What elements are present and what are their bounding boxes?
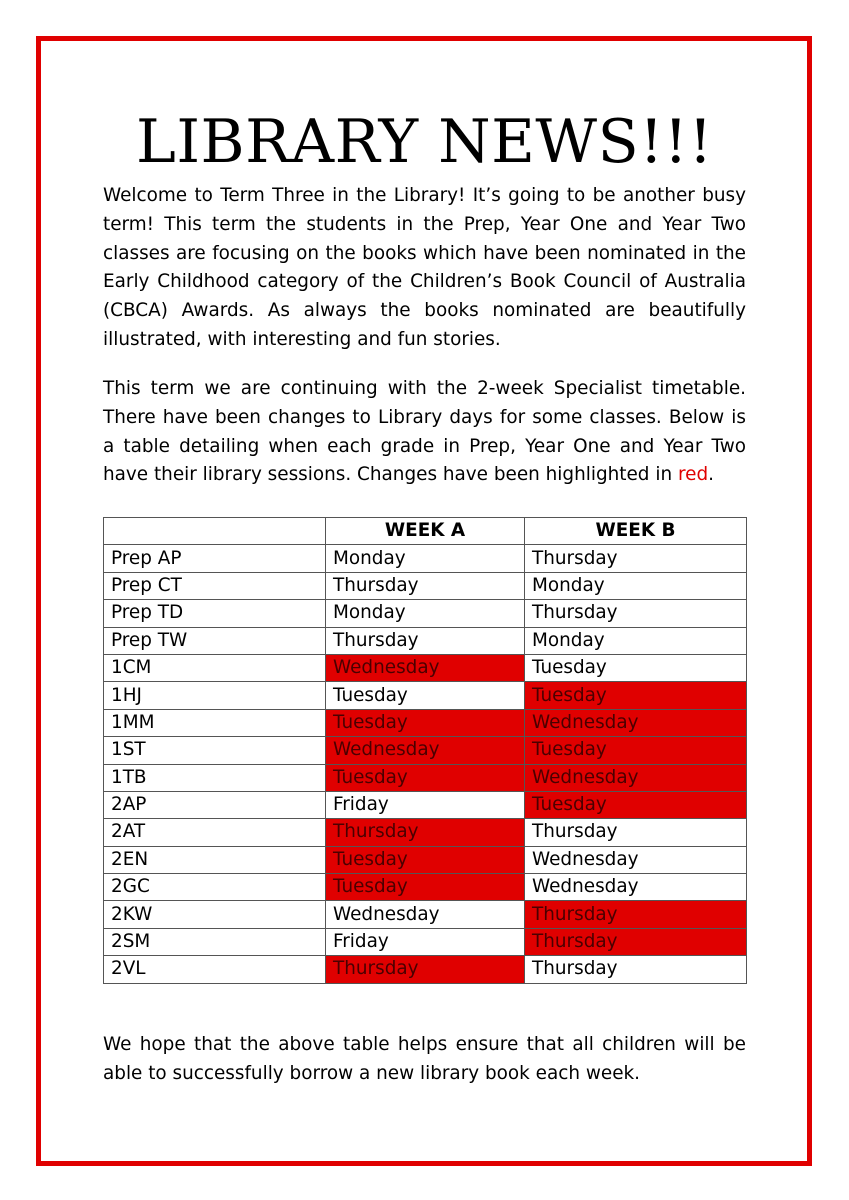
- class-cell: 1ST: [104, 737, 326, 764]
- table-row: [104, 572, 747, 599]
- table-row: [104, 874, 747, 901]
- class-cell: 2EN: [104, 846, 326, 873]
- week-a-cell: Friday: [326, 928, 525, 955]
- week-b-cell: Thursday: [525, 545, 747, 572]
- week-b-cell: Monday: [525, 627, 747, 654]
- week-b-cell: Wednesday: [525, 874, 747, 901]
- class-cell: 2AP: [104, 791, 326, 818]
- timetable-text: This term we are continuing with the 2-week Specialist timetable. There have been changes to Library days for some classes. Below is a table detailing when each grade in Prep, Year One and Year Two have their library sessions. Changes have been highlighted in: [103, 378, 746, 486]
- header-week-b: WEEK B: [525, 518, 747, 545]
- week-a-cell: Wednesday: [326, 901, 525, 928]
- week-b-cell: Wednesday: [525, 709, 747, 736]
- class-cell: Prep AP: [104, 545, 326, 572]
- class-cell: 1TB: [104, 764, 326, 791]
- week-a-cell: Tuesday: [326, 764, 525, 791]
- class-cell: 2KW: [104, 901, 326, 928]
- class-cell: 2AT: [104, 819, 326, 846]
- week-a-cell: Monday: [326, 600, 525, 627]
- week-b-cell: Thursday: [525, 819, 747, 846]
- week-a-cell: Tuesday: [326, 709, 525, 736]
- week-a-cell: Wednesday: [326, 654, 525, 681]
- table-row: [104, 682, 747, 709]
- highlight-word: red: [677, 464, 709, 486]
- week-a-cell: Tuesday: [326, 682, 525, 709]
- table-body: [104, 545, 747, 983]
- week-a-cell: Thursday: [326, 956, 525, 983]
- week-b-cell: Tuesday: [525, 737, 747, 764]
- class-cell: 2VL: [104, 956, 326, 983]
- week-a-cell: Tuesday: [326, 846, 525, 873]
- class-cell: 1CM: [104, 654, 326, 681]
- week-b-cell: Thursday: [525, 600, 747, 627]
- class-cell: 2GC: [104, 874, 326, 901]
- table-row: [104, 737, 747, 764]
- page-title: LIBRARY NEWS!!!: [135, 107, 714, 177]
- week-b-cell: Tuesday: [525, 682, 747, 709]
- intro-paragraph: Welcome to Term Three in the Library! It’s going to be another busy term! This term the students in the Prep, Year One and Year Two classes are focusing on the books which have been nominated in the Early Childhood category of the Children’s Book Council of Australia (CBCA) Awards. As always the books nominated are beautifully illustrated, with interesting and fun stories.: [103, 185, 746, 350]
- class-cell: Prep TW: [104, 627, 326, 654]
- week-b-cell: Tuesday: [525, 791, 747, 818]
- class-cell: Prep CT: [104, 572, 326, 599]
- table-row: [104, 846, 747, 873]
- week-a-cell: Monday: [326, 545, 525, 572]
- header-week-a: WEEK A: [326, 518, 525, 545]
- week-a-cell: Thursday: [326, 819, 525, 846]
- week-b-cell: Thursday: [525, 901, 747, 928]
- table-row: [104, 791, 747, 818]
- header-class: [104, 518, 326, 545]
- table-row: [104, 928, 747, 955]
- week-b-cell: Thursday: [525, 956, 747, 983]
- class-cell: Prep TD: [104, 600, 326, 627]
- week-a-cell: Wednesday: [326, 737, 525, 764]
- timetable-paragraph: [103, 375, 746, 490]
- class-cell: 1MM: [104, 709, 326, 736]
- table-row: [104, 654, 747, 681]
- table-row: [104, 764, 747, 791]
- library-schedule-table: [103, 517, 747, 984]
- week-b-cell: Thursday: [525, 928, 747, 955]
- week-a-cell: Thursday: [326, 572, 525, 599]
- class-cell: 1HJ: [104, 682, 326, 709]
- table-row: [104, 819, 747, 846]
- table-row: [104, 600, 747, 627]
- table-row: [104, 956, 747, 983]
- table-row: [104, 545, 747, 572]
- week-b-cell: Monday: [525, 572, 747, 599]
- table-row: [104, 709, 747, 736]
- table-row: [104, 627, 747, 654]
- week-b-cell: Tuesday: [525, 654, 747, 681]
- class-cell: 2SM: [104, 928, 326, 955]
- week-a-cell: Tuesday: [326, 874, 525, 901]
- table-header-row: [104, 518, 747, 545]
- week-a-cell: Friday: [326, 791, 525, 818]
- table-row: [104, 901, 747, 928]
- week-b-cell: Wednesday: [525, 764, 747, 791]
- timetable-end: .: [708, 464, 714, 486]
- closing-paragraph: We hope that the above table helps ensure that all children will be able to successfully borrow a new library book each week.: [103, 1034, 746, 1084]
- week-b-cell: Wednesday: [525, 846, 747, 873]
- week-a-cell: Thursday: [326, 627, 525, 654]
